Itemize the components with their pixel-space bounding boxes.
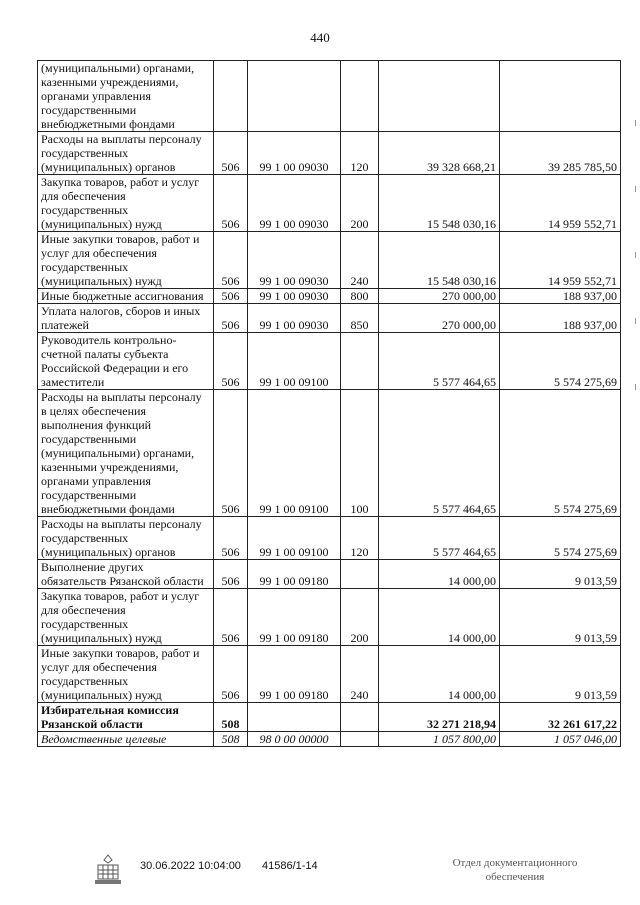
- row-target-article: 99 1 00 09100: [248, 517, 341, 560]
- row-code: 506: [214, 560, 248, 589]
- row-code: 506: [214, 232, 248, 289]
- row-planned-amount: 1 057 800,00: [379, 732, 500, 747]
- footer-document-id: 41586/1-14: [262, 860, 318, 872]
- table-row: [38, 390, 621, 517]
- row-planned-amount: 14 000,00: [379, 646, 500, 703]
- row-name: Выполнение других обязательств Рязанской области: [38, 560, 214, 589]
- row-target-article: [248, 703, 341, 732]
- row-executed-amount: 14 959 552,71: [500, 175, 621, 232]
- row-expense-type: 200: [341, 589, 379, 646]
- row-planned-amount: [379, 61, 500, 132]
- row-planned-amount: 5 577 464,65: [379, 390, 500, 517]
- row-code: 506: [214, 390, 248, 517]
- table-row: [38, 132, 621, 175]
- row-name: Закупка товаров, работ и услуг для обеспечения государственных (муниципальных) нужд: [38, 589, 214, 646]
- row-executed-amount: 14 959 552,71: [500, 232, 621, 289]
- row-planned-amount: 14 000,00: [379, 560, 500, 589]
- row-planned-amount: 5 577 464,65: [379, 333, 500, 390]
- row-target-article: 99 1 00 09100: [248, 333, 341, 390]
- footer-department-stamp: [430, 856, 600, 884]
- row-name: Иные закупки товаров, работ и услуг для обеспечения государственных (муниципальных) нужд: [38, 646, 214, 703]
- row-executed-amount: 9 013,59: [500, 560, 621, 589]
- budget-table: [37, 60, 621, 747]
- row-target-article: 98 0 00 00000: [248, 732, 341, 747]
- row-planned-amount: 5 577 464,65: [379, 517, 500, 560]
- row-planned-amount: 14 000,00: [379, 589, 500, 646]
- row-code: 506: [214, 304, 248, 333]
- row-name: (муниципальными) органами, казенными учреждениями, органами управления государственными внебюджетными фондами: [38, 61, 214, 132]
- table-row: [38, 732, 621, 747]
- row-target-article: 99 1 00 09030: [248, 304, 341, 333]
- table-row: [38, 175, 621, 232]
- page-footer: [0, 850, 640, 900]
- coat-of-arms-icon: [90, 853, 126, 887]
- row-code: 506: [214, 646, 248, 703]
- row-code: [214, 61, 248, 132]
- table-row: [38, 703, 621, 732]
- row-expense-type: 120: [341, 132, 379, 175]
- footer-timestamp: 30.06.2022 10:04:00: [140, 860, 241, 872]
- table-row: [38, 232, 621, 289]
- row-executed-amount: 5 574 275,69: [500, 390, 621, 517]
- table-row: [38, 517, 621, 560]
- page-number: 440: [310, 30, 330, 45]
- row-expense-type: [341, 732, 379, 747]
- footer-department-line: обеспечения: [485, 871, 545, 883]
- row-executed-amount: 32 261 617,22: [500, 703, 621, 732]
- footer-department-line: Отдел документационного: [452, 857, 578, 869]
- row-expense-type: 100: [341, 390, 379, 517]
- scan-edge-marks: [635, 120, 636, 450]
- row-expense-type: 800: [341, 289, 379, 304]
- row-target-article: 99 1 00 09030: [248, 132, 341, 175]
- row-target-article: 99 1 00 09030: [248, 232, 341, 289]
- row-executed-amount: 39 285 785,50: [500, 132, 621, 175]
- row-name: Закупка товаров, работ и услуг для обеспечения государственных (муниципальных) нужд: [38, 175, 214, 232]
- row-name: Расходы на выплаты персоналу в целях обеспечения выполнения функций государственными (муниципальными) органами, казенными учреждениями, органами управления государственными внебюджетными фондами: [38, 390, 214, 517]
- row-code: 508: [214, 703, 248, 732]
- row-name: Расходы на выплаты персоналу государственных (муниципальных) органов: [38, 517, 214, 560]
- row-code: 506: [214, 132, 248, 175]
- row-executed-amount: 5 574 275,69: [500, 517, 621, 560]
- row-code: 506: [214, 289, 248, 304]
- table-row: [38, 333, 621, 390]
- row-expense-type: [341, 61, 379, 132]
- row-code: 508: [214, 732, 248, 747]
- row-executed-amount: 9 013,59: [500, 589, 621, 646]
- row-expense-type: 120: [341, 517, 379, 560]
- row-expense-type: 200: [341, 175, 379, 232]
- row-expense-type: [341, 703, 379, 732]
- row-expense-type: [341, 560, 379, 589]
- table-row: [38, 289, 621, 304]
- row-expense-type: 240: [341, 646, 379, 703]
- row-executed-amount: 5 574 275,69: [500, 333, 621, 390]
- row-code: 506: [214, 589, 248, 646]
- row-name: Руководитель контрольно-счетной палаты субъекта Российской Федерации и его заместители: [38, 333, 214, 390]
- row-target-article: 99 1 00 09180: [248, 589, 341, 646]
- row-name: Расходы на выплаты персоналу государственных (муниципальных) органов: [38, 132, 214, 175]
- row-executed-amount: 188 937,00: [500, 304, 621, 333]
- row-executed-amount: 9 013,59: [500, 646, 621, 703]
- row-planned-amount: 39 328 668,21: [379, 132, 500, 175]
- row-target-article: 99 1 00 09180: [248, 646, 341, 703]
- row-expense-type: 850: [341, 304, 379, 333]
- table-row: [38, 61, 621, 132]
- row-planned-amount: 270 000,00: [379, 289, 500, 304]
- row-planned-amount: 15 548 030,16: [379, 232, 500, 289]
- table-row: [38, 304, 621, 333]
- row-planned-amount: 32 271 218,94: [379, 703, 500, 732]
- row-code: 506: [214, 517, 248, 560]
- row-executed-amount: 188 937,00: [500, 289, 621, 304]
- row-expense-type: [341, 333, 379, 390]
- table-row: [38, 560, 621, 589]
- table-row: [38, 646, 621, 703]
- row-name: Иные закупки товаров, работ и услуг для обеспечения государственных (муниципальных) нужд: [38, 232, 214, 289]
- row-expense-type: 240: [341, 232, 379, 289]
- row-code: 506: [214, 175, 248, 232]
- row-name: Уплата налогов, сборов и иных платежей: [38, 304, 214, 333]
- row-executed-amount: [500, 61, 621, 132]
- row-executed-amount: 1 057 046,00: [500, 732, 621, 747]
- row-code: 506: [214, 333, 248, 390]
- row-name: Иные бюджетные ассигнования: [38, 289, 214, 304]
- row-name: Избирательная комиссия Рязанской области: [38, 703, 214, 732]
- row-target-article: [248, 61, 341, 132]
- table-row: [38, 589, 621, 646]
- row-planned-amount: 270 000,00: [379, 304, 500, 333]
- row-target-article: 99 1 00 09100: [248, 390, 341, 517]
- row-planned-amount: 15 548 030,16: [379, 175, 500, 232]
- row-target-article: 99 1 00 09180: [248, 560, 341, 589]
- row-target-article: 99 1 00 09030: [248, 175, 341, 232]
- row-target-article: 99 1 00 09030: [248, 289, 341, 304]
- row-name: Ведомственные целевые: [38, 732, 214, 747]
